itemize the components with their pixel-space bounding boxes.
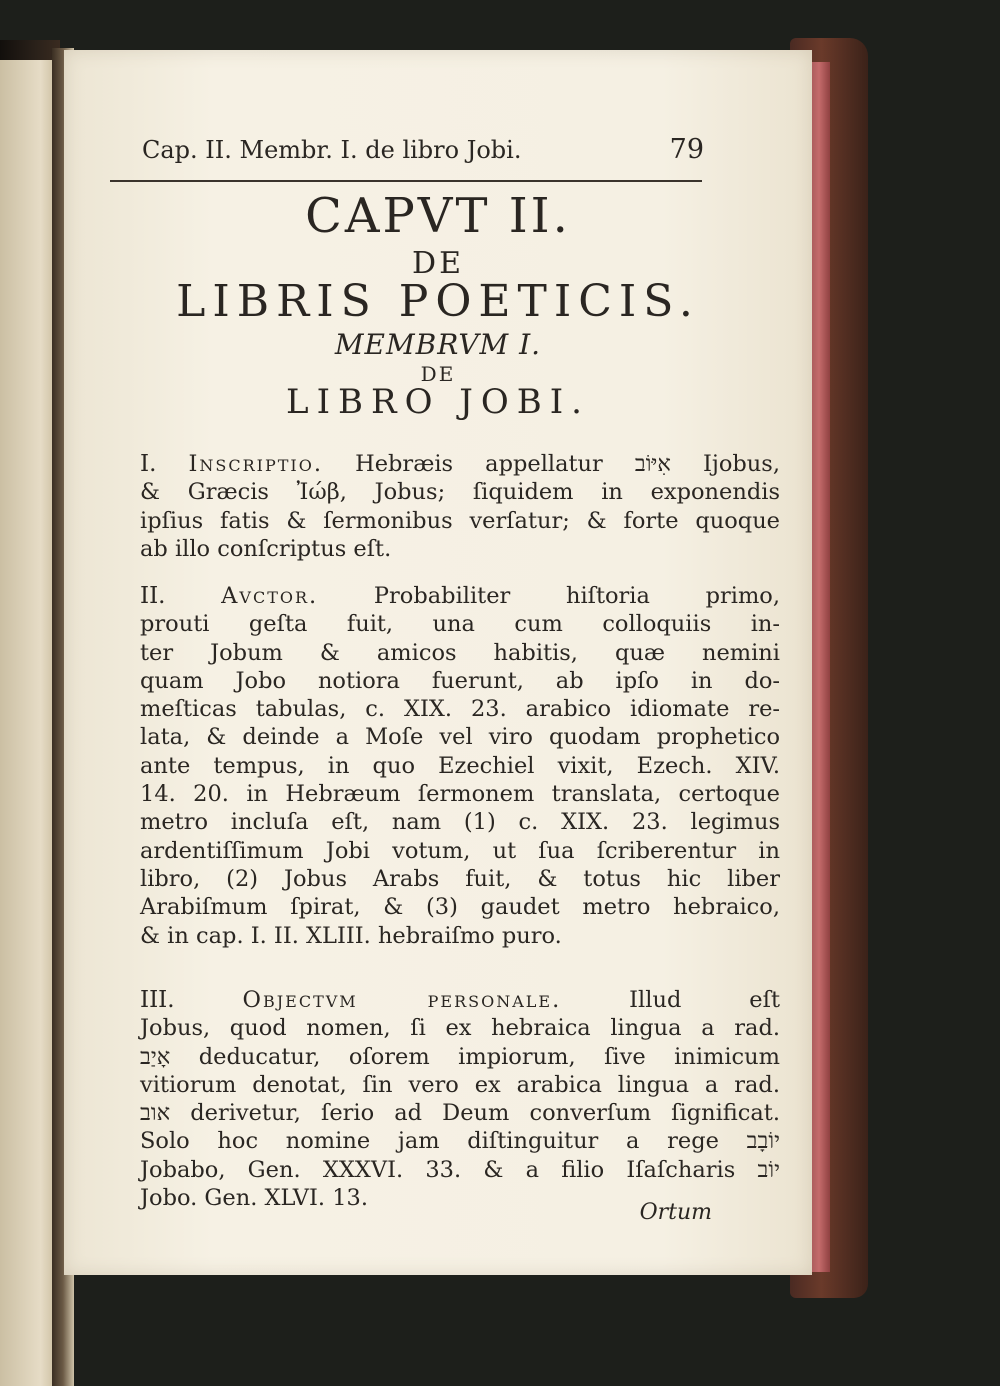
chapter-subtitle-de: DE	[412, 246, 464, 281]
text-line: Probabiliter hiſtoria primo,	[373, 583, 780, 609]
section-number: II.	[140, 583, 166, 609]
facing-page-edge	[0, 60, 58, 1386]
text-line: ardentiſſimum Jobi votum, ut ſua ſcriberentur in	[140, 837, 780, 864]
text-line: Jobabo, Gen. XXXVI. 33. & a filio Iſaſcharis יוֹב	[140, 1156, 780, 1183]
text-line: lata, & deinde a Moſe vel viro quodam prophetico	[140, 724, 780, 751]
chapter-subtitle: LIBRIS POETICIS.	[176, 276, 700, 327]
text-line: libro, (2) Jobus Arabs fuit, & totus hic liber	[140, 865, 780, 892]
text-line: Jobus, quod nomen, ſi ex hebraica lingua a rad.	[140, 1015, 780, 1042]
section-heading: Objectvm personale.	[242, 987, 562, 1013]
text-line: ter Jobum & amicos habitis, quæ nemini	[140, 639, 780, 666]
section-heading: Avctor.	[221, 583, 319, 609]
section-heading: Inscriptio.	[188, 451, 323, 477]
section-objectum	[140, 986, 780, 1212]
text-line: ab illo conſcriptus eſt.	[140, 535, 392, 562]
text-line: ipſius fatis & ſermonibus verſatur; & forte quoque	[140, 507, 780, 534]
text-line: אוב derivetur, ſerio ad Deum converſum ſignificat.	[140, 1100, 780, 1127]
text-line: אָיַב deducatur, oſorem impiorum, ſive inimicum	[140, 1043, 780, 1070]
text-line: Arabiſmum ſpirat, & (3) gaudet metro hebraico,	[140, 894, 780, 921]
member-subtitle: LIBRO JOBI.	[285, 382, 590, 422]
text-line: Solo hoc nomine jam diſtinguitur a rege יוֹבָב	[140, 1128, 780, 1155]
book-page	[64, 50, 812, 1275]
catchword: Ortum	[639, 1200, 712, 1225]
text-line: quam Jobo notiora fuerunt, ab ipſo in do-	[140, 667, 780, 694]
text-line: meſticas tabulas, c. XIX. 23. arabico idiomate re-	[140, 696, 780, 723]
header-rule	[110, 180, 702, 182]
section-inscriptio	[140, 450, 780, 563]
member-title: MEMBRVM I.	[334, 328, 542, 361]
section-number: III.	[140, 987, 175, 1013]
running-head	[136, 132, 718, 168]
section-auctor	[140, 582, 780, 950]
text-line: metro incluſa eſt, nam (1) c. XIX. 23. legimus	[140, 809, 780, 836]
chapter-title: CAPVT II.	[305, 188, 571, 244]
text-line: prouti geſta fuit, una cum colloquiis in-	[140, 611, 780, 638]
text-line: 14. 20. in Hebræum ſermonem translata, certoque	[140, 781, 780, 808]
text-line: & in cap. I. II. XLIII. hebraiſmo puro.	[140, 922, 562, 949]
page-number: 79	[669, 134, 704, 165]
text-line: vitiorum denotat, ſin vero ex arabica lingua a rad.	[140, 1071, 780, 1098]
text-line: ante tempus, in quo Ezechiel vixit, Ezech. XIV.	[140, 752, 780, 779]
text-line: Hebræis appellatur אִיּוֹב Ijobus,	[355, 451, 780, 477]
running-head-text: Cap. II. Membr. I. de libro Jobi.	[142, 136, 522, 164]
member-subtitle-de: DE	[420, 362, 456, 386]
text-line: Jobo. Gen. XLVI. 13.	[140, 1185, 369, 1212]
section-number: I.	[140, 451, 157, 477]
text-line: Illud eſt	[629, 987, 780, 1013]
text-line: & Græcis Ἰώβ, Jobus; ſiquidem in exponendis	[140, 479, 780, 506]
